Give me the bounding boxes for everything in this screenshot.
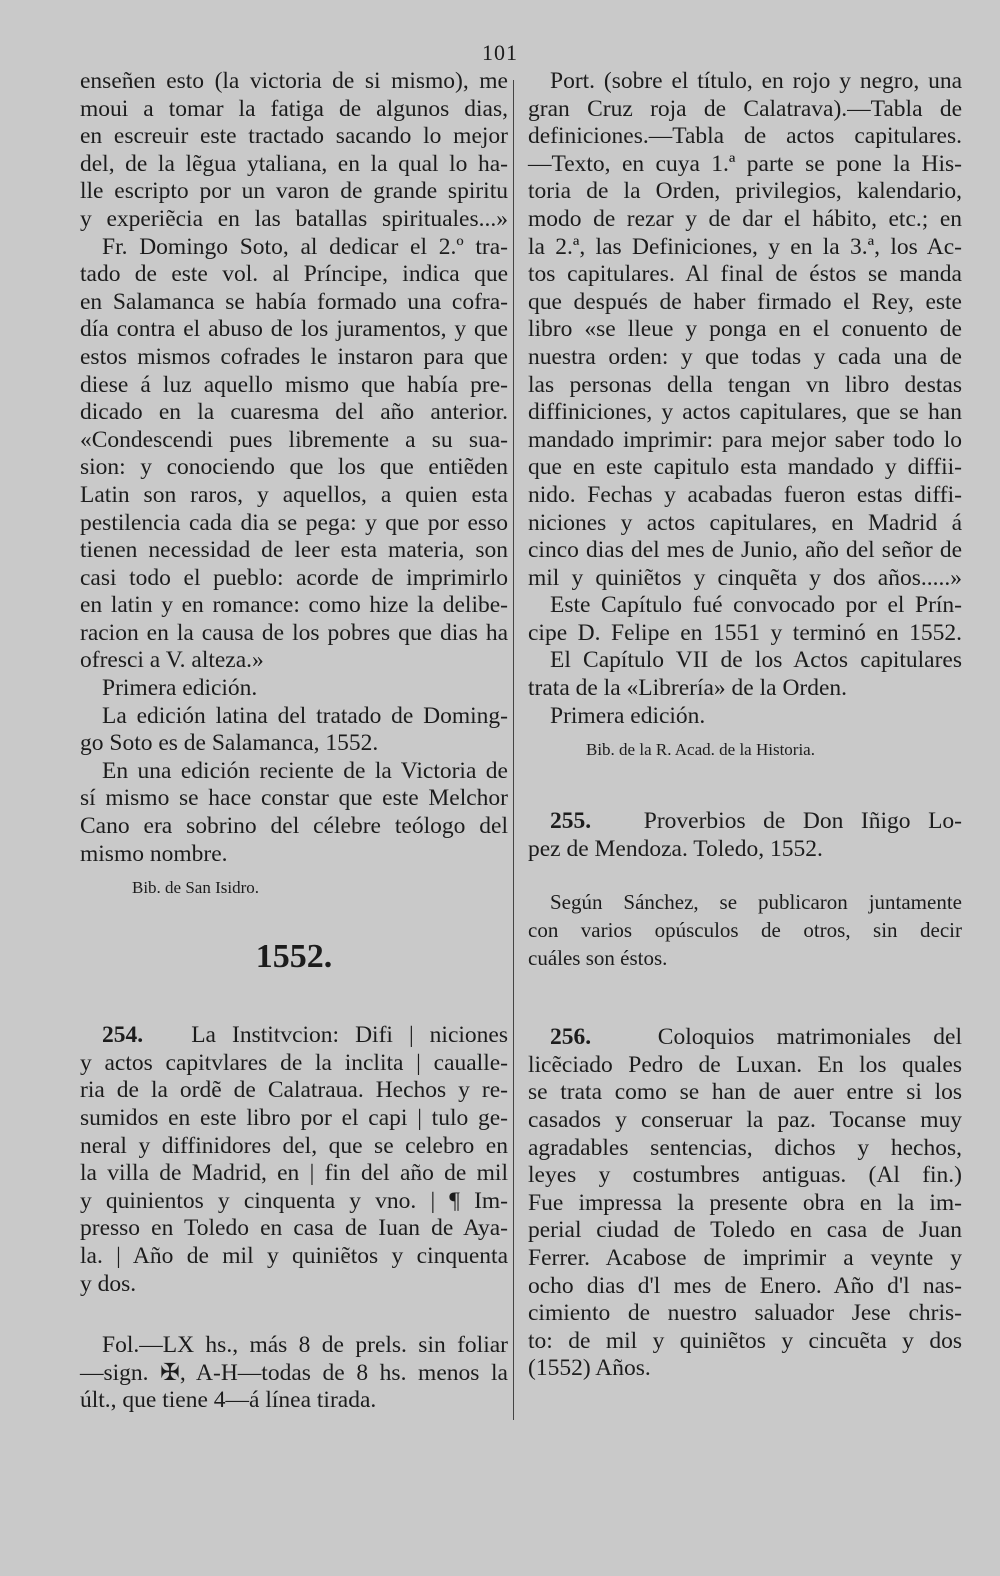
text-line: nido. Fechas y acabadas fueron estas diffi- xyxy=(528,481,962,508)
text-line: la. | Año de mil y quiniẽtos y cinquenta xyxy=(80,1242,508,1269)
text-line: casados y conseruar la paz. Tocanse muy xyxy=(528,1107,962,1133)
text-line: las personas della tengan vn libro destas xyxy=(528,371,962,398)
text-line: Este Capítulo fué convocado por el Prín- xyxy=(550,592,962,619)
note-line: con varios opúsculos de otros, sin decir xyxy=(528,918,962,943)
text-line: racion en la causa de los pobres que dias ha xyxy=(80,619,508,646)
year-heading: 1552. xyxy=(255,938,333,976)
text-line: Cano era sobrino del célebre teólogo del xyxy=(80,813,508,840)
entry-254-title-line: 254. La Institvcion: Difi | niciones xyxy=(102,1022,508,1049)
text-line: definiciones.—Tabla de actos capitulares. xyxy=(528,123,962,150)
right-column xyxy=(528,68,962,1383)
text-line: pez de Mendoza. Toledo, 1552. xyxy=(528,835,823,862)
text-line: nuestra orden: y que todas y cada una de xyxy=(528,343,962,370)
text-line: sion: y conociendo que los que entiẽden xyxy=(80,454,508,481)
note-line: Según Sánchez, se publicaron juntamente xyxy=(550,890,962,915)
text-line: se trata como se han de auer entre si los xyxy=(528,1079,962,1106)
text-line: Ferrer. Acabose de imprimir a veynte y xyxy=(528,1244,962,1271)
text-line: que después de haber firmado el Rey, este xyxy=(528,288,962,315)
text-line: presso en Toledo en casa de Iuan de Aya- xyxy=(80,1215,508,1242)
text-line: La edición latina del tratado de Doming- xyxy=(102,702,508,729)
entry-255 xyxy=(528,808,962,972)
text-line: ria de la ordẽ de Calatraua. Hechos y re- xyxy=(80,1077,508,1104)
text-line: la 2.ª, las Definiciones, y en la 3.ª, los Ac- xyxy=(528,233,962,260)
text-line: to: de mil y quiniẽtos y cincuẽta y dos xyxy=(528,1327,962,1354)
text-line: El Capítulo VII de los Actos capitulares xyxy=(550,647,962,674)
text-line: enseñen esto (la victoria de si mismo), me xyxy=(80,68,508,94)
text-line: cimiento de nuestro saluador Jese chris- xyxy=(528,1300,962,1327)
text-line: tienen necessidad de leer esta materia, son xyxy=(80,537,508,564)
text-line: go Soto es de Salamanca, 1552. xyxy=(80,730,379,757)
text-line: sumidos en este libro por el capi | tulo ge- xyxy=(80,1105,508,1131)
left-column xyxy=(80,68,508,1415)
text-line: perial ciudad de Toledo en casa de Juan xyxy=(528,1217,962,1244)
text-line: agradables sentencias, dichos y hechos, xyxy=(528,1134,962,1161)
text-line: en escreuir este tractado sacando lo mejor xyxy=(80,123,508,150)
text-line: gran Cruz roja de Calatrava).—Tabla de xyxy=(528,95,962,122)
text-line: en Salamanca se había formado una cofra- xyxy=(80,288,508,315)
text-line: Port. (sobre el título, en rojo y negro, una xyxy=(550,68,962,94)
text-line: día contra el abuso de los juramentos, y que xyxy=(80,316,508,343)
text-line: diffiniciones, y actos capitulares, que se han xyxy=(528,399,962,426)
text-line: la villa de Madrid, en | fin del año de mil xyxy=(80,1160,508,1187)
text-line: y actos capitvlares de la inclita | caualle- xyxy=(80,1049,508,1076)
description-line: últ., que tiene 4—á línea tirada. xyxy=(80,1387,377,1414)
library-location: Bib. de la R. Acad. de la Historia. xyxy=(586,740,815,760)
text-line: mandado imprimir: para mejor saber todo lo xyxy=(528,426,962,453)
text-line: (1552) Años. xyxy=(528,1355,651,1382)
text-line: toria de la Orden, privilegios, kalendario, xyxy=(528,178,962,205)
text-line: En una edición reciente de la Victoria de xyxy=(102,757,508,784)
text-line: Primera edición. xyxy=(102,675,258,702)
text-line: mil y quiniẽtos y cinquẽta y dos años.....» xyxy=(528,564,962,591)
text-line: Latin son raros, y aquellos, a quien esta xyxy=(80,481,508,508)
description-line: —sign. ✠, A-H—todas de 8 hs. menos la xyxy=(80,1359,508,1386)
entry-256-title-line: 256. Coloquios matrimoniales del xyxy=(550,1024,962,1051)
text-line: dicado en la cuaresma del año anterior. xyxy=(80,399,508,426)
text-line: pestilencia cada dia se pega: y que por esso xyxy=(80,509,508,536)
description-line: Fol.—LX hs., más 8 de prels. sin foliar xyxy=(102,1332,508,1359)
text-line: Primera edición. xyxy=(550,702,706,729)
text-line: tado de este vol. al Príncipe, indica que xyxy=(80,261,508,288)
entry-256 xyxy=(528,1024,962,1383)
text-line: leyes y costumbres antiguas. (Al fin.) xyxy=(528,1162,962,1189)
text-line: «Condescendi pues libremente a su sua- xyxy=(80,426,508,453)
left-text-block xyxy=(80,68,508,868)
column-divider xyxy=(513,80,514,1420)
text-line: libro «se lleue y ponga en el conuento de xyxy=(528,316,962,343)
text-line: niciones y actos capitulares, en Madrid á xyxy=(528,509,962,536)
entry-number: 254. xyxy=(102,1022,144,1049)
library-location: Bib. de San Isidro. xyxy=(132,878,260,898)
entry-255-title-line: 255. Proverbios de Don Iñigo Lo- xyxy=(550,808,962,835)
right-text-block xyxy=(528,68,962,730)
entry-number: 255. xyxy=(550,808,592,835)
text-line: casi todo el pueblo: acorde de imprimirlo xyxy=(80,564,508,591)
text-line: modo de rezar y de dar el hábito, etc.; en xyxy=(528,205,962,232)
text-line: y experiẽcia en las batallas spirituales...» xyxy=(80,205,508,232)
text-line: neral y diffinidores del, que se celebro en xyxy=(80,1132,508,1159)
entry-number: 256. xyxy=(550,1024,592,1051)
text-line: Fr. Domingo Soto, al dedicar el 2.º tra- xyxy=(102,233,508,260)
text-line: licẽciado Pedro de Luxan. En los quales xyxy=(528,1051,962,1078)
text-line: Fue impressa la presente obra en la im- xyxy=(528,1189,962,1216)
text-line: sí mismo se hace constar que este Melchor xyxy=(80,785,508,812)
text-line: trata de la «Librería» de la Orden. xyxy=(528,675,848,702)
page-number: 101 xyxy=(482,40,518,65)
text-line: cipe D. Felipe en 1551 y terminó en 1552. xyxy=(528,619,962,646)
text-line: tos capitulares. Al final de éstos se manda xyxy=(528,261,962,288)
text-line: en latin y en romance: como hize la delibe- xyxy=(80,592,508,619)
text-line: ofresci a V. alteza.» xyxy=(80,647,264,674)
text-line: estos mismos cofrades le instaron para que xyxy=(80,343,508,370)
text-line: ocho dias d'l mes de Enero. Año d'l nas- xyxy=(528,1272,962,1299)
text-line: moui a tomar la fatiga de algunos dias, xyxy=(80,95,508,122)
text-line: —Texto, en cuya 1.ª parte se pone la His- xyxy=(528,150,962,177)
text-line: y quinientos y cinquenta y vno. | ¶ Im- xyxy=(80,1187,508,1214)
text-line: diese á luz aquello mismo que había pre- xyxy=(80,371,508,398)
text-line: que en este capitulo esta mandado y diffii- xyxy=(528,454,962,481)
text-line: del, de la lẽgua ytaliana, en la qual lo ha- xyxy=(80,150,508,177)
text-line: mismo nombre. xyxy=(80,840,228,867)
text-line: y dos. xyxy=(80,1270,137,1297)
note-line: cuáles son éstos. xyxy=(528,945,668,970)
text-line: lle escripto por un varon de grande spiritu xyxy=(80,178,508,205)
text-line: cinco dias del mes de Junio, año del señor de xyxy=(528,537,962,564)
entry-254 xyxy=(80,1022,508,1415)
